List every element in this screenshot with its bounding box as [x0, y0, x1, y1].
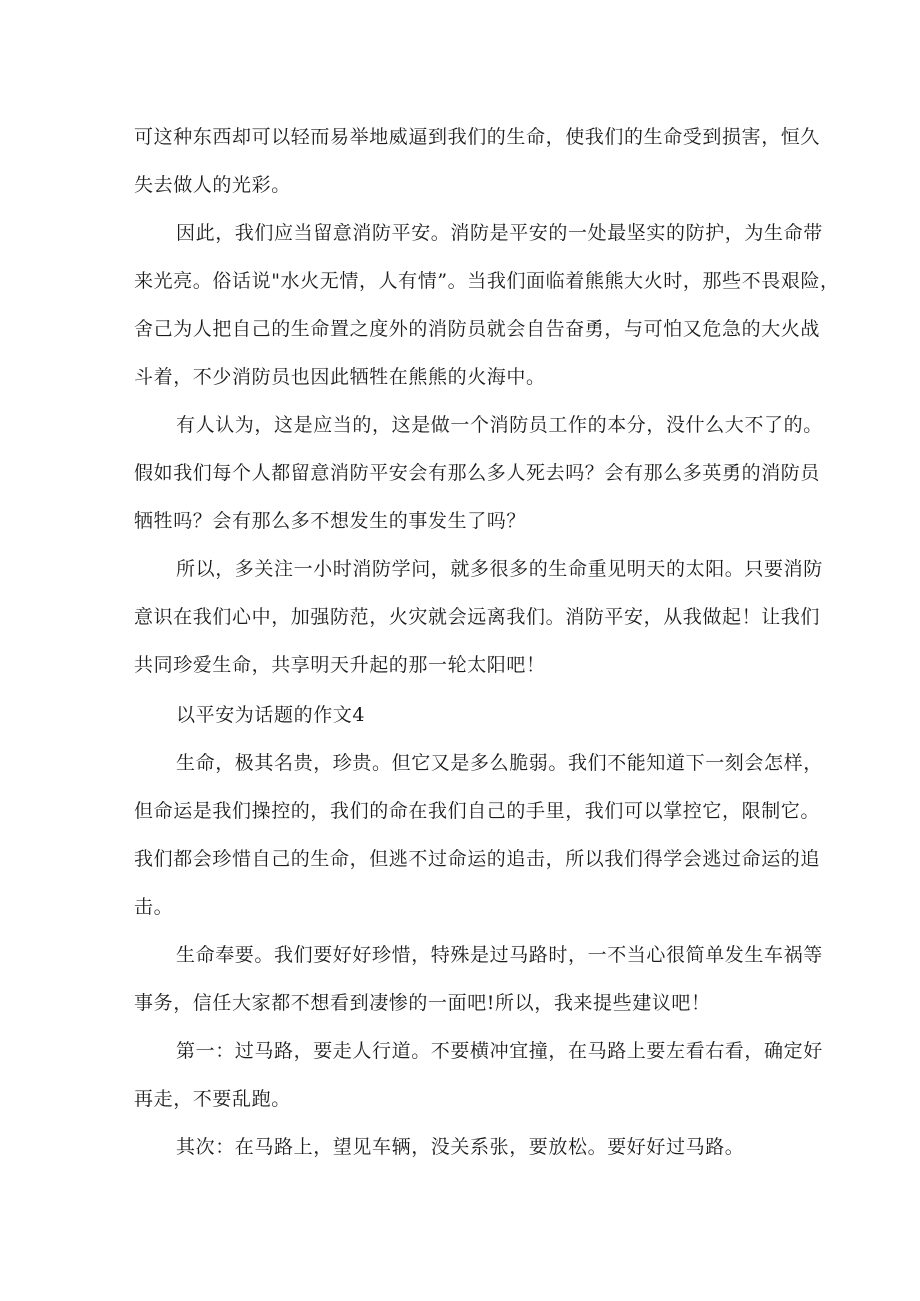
text-line: 所以，多关注一小时消防学问，就多很多的生命重见明天的太阳。只要消防 — [176, 558, 823, 580]
text-line: 斗着，不少消防员也因此牺牲在熊熊的火海中。 — [134, 366, 546, 388]
text-line: 击。 — [134, 896, 174, 918]
text-line: 我们都会珍惜自己的生命，但逃不过命运的追击，所以我们得学会逃过命运的追 — [134, 848, 821, 870]
text-line: 生命，极其名贵，珍贵。但它又是多么脆弱。我们不能知道下一刻会怎样， — [176, 752, 823, 774]
text-line: 因此，我们应当留意消防平安。消防是平安的一处最坚实的防护，为生命带 — [176, 222, 823, 244]
text-line: 第一：过马路，要走人行道。不要横冲宜撞，在马路上要左看右看，确定好 — [176, 1040, 823, 1062]
text-line: 牺牲吗？会有那么多不想发生的事发生了吗？ — [134, 510, 527, 532]
text-line: 但命运是我们操控的，我们的命在我们自己的手里，我们可以掌控它，限制它。 — [134, 800, 821, 822]
text-line: 来光亮。俗话说"水火无情，人有情”。当我们面临着熊熊大火时，那些不畏艰险， — [134, 270, 840, 292]
text-line: 可这种东西却可以轻而易举地威逼到我们的生命，使我们的生命受到损害，恒久 — [134, 126, 821, 148]
text-line: 假如我们每个人都留意消防平安会有那么多人死去吗？会有那么多英勇的消防员 — [134, 462, 821, 484]
text-line: 生命奉要。我们要好好珍惜，特殊是过马路时，一不当心很简单发生车祸等 — [176, 944, 823, 966]
text-line: 有人认为，这是应当的，这是做一个消防员工作的本分，没什么大不了的。 — [176, 414, 823, 436]
text-line: 事务，信任大家都不想看到凄惨的一面吧!所以，我来提些建议吧！ — [134, 992, 711, 1014]
text-line: 意识在我们心中，加强防范，火灾就会远离我们。消防平安，从我做起！让我们 — [134, 606, 821, 628]
text-line: 再走，不要乱跑。 — [134, 1088, 291, 1110]
text-line: 失去做人的光彩。 — [134, 174, 291, 196]
section-heading: 以平安为话题的作文4 — [176, 704, 366, 726]
text-line: 共同珍爱生命，共享明天升起的那一轮太阳吧！ — [134, 654, 546, 676]
text-line: 其次：在马路上，望见车辆，没关系张，要放松。要好好过马路。 — [176, 1136, 745, 1158]
text-line: 舍己为人把自己的生命置之度外的消防员就会自告奋勇，与可怕又危急的大火战 — [134, 318, 821, 340]
